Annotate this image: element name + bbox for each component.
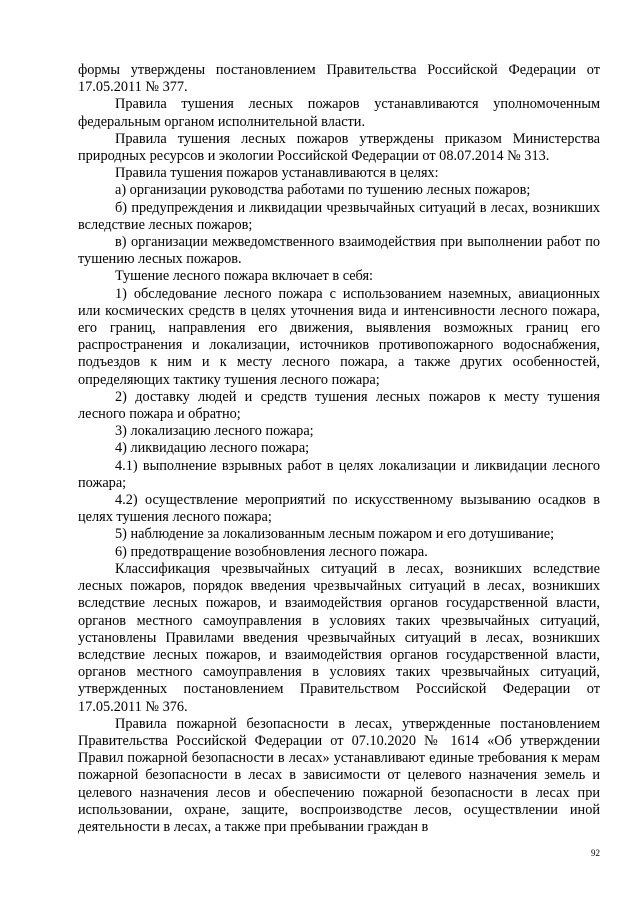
- list-item: 3) локализацию лесного пожара;: [115, 423, 314, 440]
- paragraph: Тушение лесного пожара включает в себя:: [115, 268, 374, 285]
- paragraph: Правила тушения пожаров устанавливаются в целях:: [115, 165, 439, 182]
- document-page: [78, 62, 600, 836]
- paragraph: Правила тушения лесных пожаров утверждены приказом Министерства природных ресурсов и экологии Российской Федерации от 08.07.2014 № 313.: [78, 130, 600, 165]
- list-item: 5) наблюдение за локализованным лесным пожаром и его дотушивание;: [115, 526, 555, 543]
- paragraph: Правила тушения лесных пожаров устанавливаются уполномоченным федеральным органом исполнительной власти.: [78, 96, 600, 130]
- list-item: а) организации руководства работами по тушению лесных пожаров;: [115, 182, 531, 199]
- page-number: 92: [591, 848, 600, 858]
- list-item: 1) обследование лесного пожара с использованием наземных, авиационных или космических средств в целях уточнения вида и интенсивности лесного пожара, его границ, направления его движения, выявления возможных границ его распространения и локализации, источников противопожарного водоснабжения, подъездов к ним и к месту лесного пожара, а также других особенностей, определяющих тактику тушения лесного пожара;: [78, 285, 600, 388]
- list-item: 4.2) осуществление мероприятий по искусственному вызыванию осадков в целях тушения лесного пожара;: [78, 492, 600, 526]
- list-item: 2) доставку людей и средств тушения лесных пожаров к месту тушения лесного пожара и обратно;: [78, 388, 600, 423]
- list-item: 4.1) выполнение взрывных работ в целях локализации и ликвидации лесного пожара;: [78, 457, 600, 491]
- list-item: в) организации межведомственного взаимодействия при выполнении работ по тушению лесных пожаров.: [78, 234, 600, 268]
- paragraph: Классификация чрезвычайных ситуаций в лесах, возникших вследствие лесных пожаров, порядок введения чрезвычайных ситуаций в лесах, возникших вследствие лесных пожаров, и взаимодействия органов государственной власти, органов местного самоуправления в условиях таких чрезвычайных ситуаций, установлены Правилами введения чрезвычайных ситуаций в лесах, возникших вследствие лесных пожаров, и взаимодействия органов государственной власти, органов местного самоуправления в условиях таких чрезвычайных ситуаций, утвержденных постановлением Правительством Российской Федерации от 17.05.2011 № 376.: [78, 560, 600, 715]
- paragraph: Правила пожарной безопасности в лесах, утвержденные постановлением Правительства Российской Федерации от 07.10.2020 № 1614 «Об утверждении Правил пожарной безопасности в лесах» устанавливают единые требования к мерам пожарной безопасности в лесах в зависимости от целевого назначения земель и целевого назначения лесов и обеспечению пожарной безопасности в лесах при использовании, охране, защите, воспроизводстве лесов, осуществлении иной деятельности в лесах, а также при пребывании граждан в: [78, 715, 600, 835]
- list-item: 4) ликвидацию лесного пожара;: [115, 440, 310, 457]
- paragraph: формы утверждены постановлением Правительства Российской Федерации от 17.05.2011 № 377.: [78, 62, 600, 96]
- list-item: 6) предотвращение возобновления лесного пожара.: [115, 543, 428, 560]
- list-item: б) предупреждения и ликвидации чрезвычайных ситуаций в лесах, возникших вследствие лесных пожаров;: [78, 199, 600, 233]
